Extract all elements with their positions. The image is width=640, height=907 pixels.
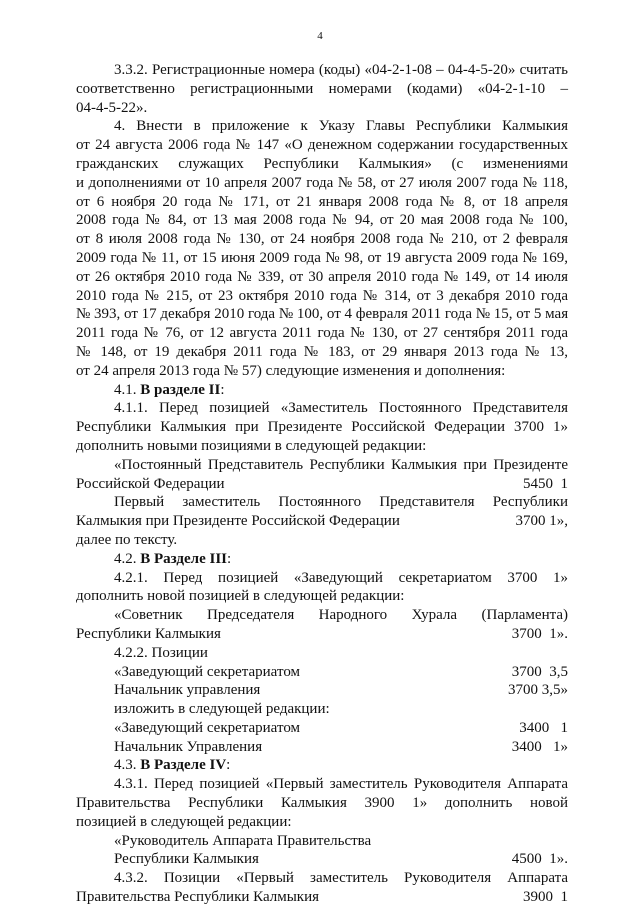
text-line <box>76 663 568 682</box>
line-text: 4.1. <box>114 381 141 398</box>
page-number: 4 <box>317 30 323 42</box>
text-line <box>76 888 568 907</box>
line-text: Начальник управления <box>114 682 261 699</box>
text-line: Республики Калмыкия при Президенте Российской Федерации 3700 1» <box>76 419 568 436</box>
text-line <box>76 550 568 569</box>
text-line: 4. Внести в приложение к Указу Главы Республики Калмыкия <box>114 118 568 135</box>
text-line <box>76 475 568 494</box>
text-line: 3.3.2. Регистрационные номера (коды) «04-2-1-08 – 04-4-5-20» считать <box>114 62 568 78</box>
text-line: изложить в следующей редакции: <box>114 701 330 718</box>
text-line: 4.3.2. Позиции «Первый заместитель Руководителя Аппарата <box>114 870 568 887</box>
text-line: от 8 июля 2008 года № 130, от 24 ноября 2008 года № 210, от 2 февраля <box>76 231 568 248</box>
text-line: 2008 года № 84, от 13 мая 2008 года № 94, от 20 мая 2008 года № 100, <box>76 212 568 229</box>
text-line: Правительства Республики Калмыкия 3900 1» дополнить новой <box>76 795 568 812</box>
line-text: : <box>220 381 225 398</box>
text-line: далее по тексту. <box>76 531 178 548</box>
text-line: «Постоянный Представитель Республики Калмыкия при Президенте <box>114 456 568 473</box>
line-text: Республики Калмыкия <box>76 625 221 642</box>
text-line: № 148, от 19 декабря 2011 года № 183, от 29 января 2013 года № 13, <box>76 343 568 360</box>
line-text: «Заведующий секретариатом <box>114 663 301 680</box>
text-line <box>76 681 568 700</box>
line-text: Республики Калмыкия <box>114 851 259 868</box>
line-text: 4.3. <box>114 757 141 774</box>
text-line <box>76 756 568 775</box>
line-text: Начальник Управления <box>114 738 263 755</box>
text-line: 4.2.2. Позиции <box>114 644 208 661</box>
text-line: 2010 года № 215, от 23 октября 2010 года № 314, от 3 декабря 2010 года <box>76 287 568 304</box>
text-line <box>76 850 568 869</box>
line-value: 3700 3,5» <box>508 682 568 699</box>
text-line <box>76 719 568 738</box>
line-value: 4500 1». <box>511 851 568 868</box>
text-line: № 393, от 17 декабря 2010 года № 100, от 4 февраля 2011 года № 15, от 5 мая <box>76 306 569 323</box>
text-line: Первый заместитель Постоянного Представителя Республики <box>114 494 568 511</box>
text-line: 4.2.1. Перед позицией «Заведующий секретариатом 3700 1» <box>114 569 568 586</box>
text-line <box>76 738 568 757</box>
text-line <box>76 625 568 644</box>
text-line: 04-4-5-22». <box>76 99 148 116</box>
line-value: 3400 1 <box>519 719 568 736</box>
line-value: 3400 1» <box>511 738 568 755</box>
text-line: от 26 октября 2010 года № 339, от 30 апреля 2010 года № 149, от 14 июля <box>76 268 568 285</box>
text-line: соответственно регистрационными номерами (кодами) «04-2-1-10 – <box>76 80 568 97</box>
line-text: Правительства Республики Калмыкия <box>76 889 320 906</box>
section-heading: В Разделе IV <box>140 757 227 774</box>
text-line: от 24 августа 2006 года № 147 «О денежном содержании государственных <box>76 137 568 154</box>
line-value: 3700 1», <box>515 513 568 530</box>
section-heading: В Разделе III <box>140 550 228 567</box>
line-value: 5450 1 <box>523 475 568 492</box>
text-line: 2011 года № 76, от 12 августа 2011 года № 130, от 27 сентября 2011 года <box>76 325 568 342</box>
line-text: Калмыкия при Президенте Российской Федерации <box>76 513 400 530</box>
line-text: Российской Федерации <box>76 475 225 492</box>
text-line: 2009 года № 11, от 15 июня 2009 года № 98, от 19 августа 2009 года № 169, <box>76 249 568 266</box>
text-line: 4.3.1. Перед позицией «Первый заместитель Руководителя Аппарата <box>114 776 568 793</box>
text-line: «Советник Председателя Народного Хурала (Парламента) <box>114 607 568 624</box>
line-value: 3900 1 <box>523 889 568 906</box>
line-text: 4.2. <box>114 550 141 567</box>
text-line <box>76 512 568 531</box>
text-line: от 6 ноября 20 года № 171, от 21 января 2008 года № 8, от 18 апреля <box>76 193 568 210</box>
line-value: 3700 1». <box>511 625 568 642</box>
text-line: позицией в следующей редакции: <box>76 813 292 830</box>
line-value: 3700 3,5 <box>511 663 568 680</box>
text-line: гражданских служащих Республики Калмыкия» (с изменениями <box>76 155 568 172</box>
line-text: «Заведующий секретариатом <box>114 719 301 736</box>
line-text: : <box>226 757 231 774</box>
text-line: «Руководитель Аппарата Правительства <box>114 832 372 849</box>
line-text: : <box>227 550 232 567</box>
section-heading: В разделе II <box>140 381 221 398</box>
text-line: от 24 апреля 2013 года № 57) следующие изменения и дополнения: <box>76 362 506 379</box>
text-line <box>76 381 568 400</box>
document-body <box>76 61 568 907</box>
text-line: дополнить новой позицией в следующей редакции: <box>76 588 405 605</box>
text-line: дополнить новыми позициями в следующей редакции: <box>76 437 427 454</box>
text-line: 4.1.1. Перед позицией «Заместитель Постоянного Представителя <box>114 400 568 417</box>
text-line: и дополнениями от 10 апреля 2007 года № 58, от 27 июля 2007 года № 118, <box>76 174 568 191</box>
